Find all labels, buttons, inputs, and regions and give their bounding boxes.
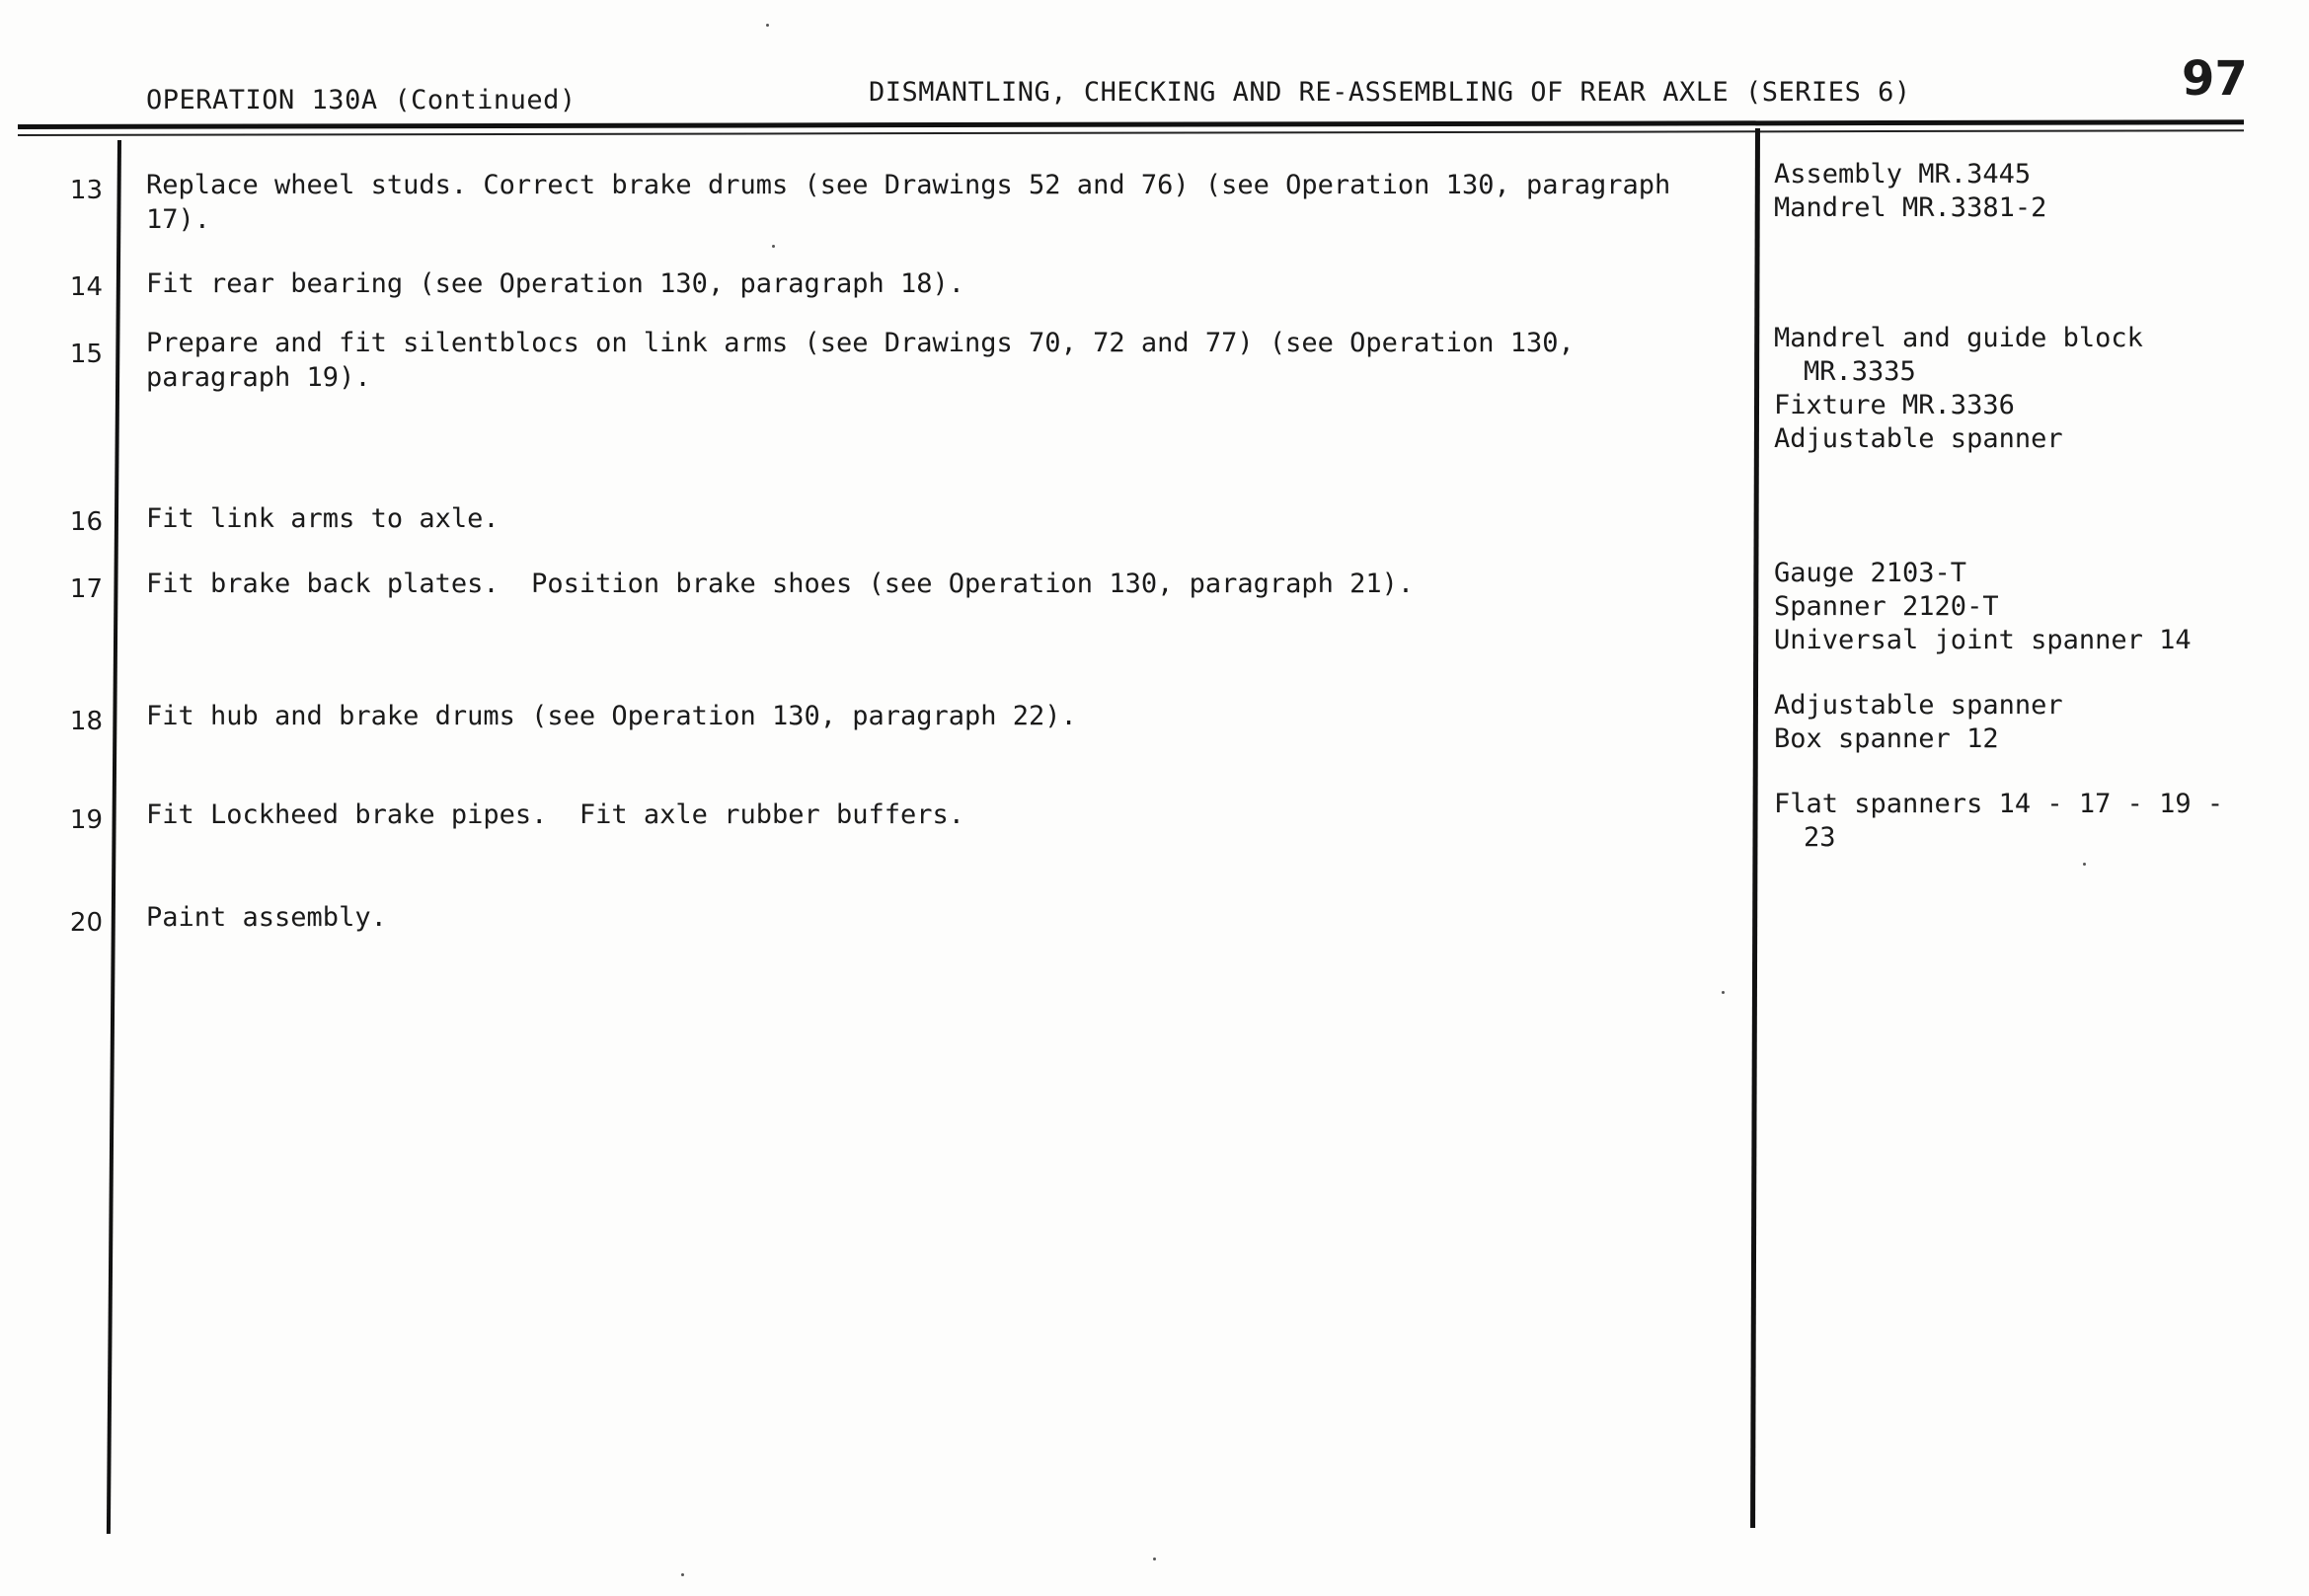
header-rule-thick xyxy=(18,119,2244,129)
tool-item: Fixture MR.3336 xyxy=(1774,390,2015,420)
section-title: DISMANTLING, CHECKING AND RE-ASSEMBLING OF REAR AXLE (SERIES 6) xyxy=(869,77,1911,108)
tool-item: 23 xyxy=(1804,822,1836,853)
step-tools xyxy=(1774,557,2287,657)
step-description: Fit Lockheed brake pipes. Fit axle rubber buffers. xyxy=(146,799,965,830)
tool-item: Flat spanners 14 - 17 - 19 - xyxy=(1774,789,2224,819)
scan-speck xyxy=(772,245,775,248)
step-description: Fit brake back plates. Position brake shoes (see Operation 130, paragraph 21). xyxy=(146,569,1415,599)
scan-speck xyxy=(2083,863,2086,866)
scan-speck xyxy=(766,24,769,27)
step-number: 19 xyxy=(69,805,103,835)
step-number: 16 xyxy=(69,507,103,537)
tool-item: MR.3335 xyxy=(1804,356,1916,387)
page-number: 97 xyxy=(2182,51,2248,107)
step-description: Prepare and fit silentblocs on link arms (see Drawings 70, 72 and 77) (see Operation 130, paragraph 19). xyxy=(146,328,1575,393)
step-tools xyxy=(1774,158,2287,225)
tool-item: Adjustable spanner xyxy=(1774,690,2063,721)
step-description: Paint assembly. xyxy=(146,902,387,933)
step-number: 20 xyxy=(69,908,103,938)
scan-speck xyxy=(681,1573,684,1576)
tool-item: Box spanner 12 xyxy=(1774,723,1999,754)
step-number: 13 xyxy=(69,176,103,205)
step-number: 14 xyxy=(69,272,103,302)
tool-item: Adjustable spanner xyxy=(1774,423,2063,454)
tool-item: Mandrel MR.3381-2 xyxy=(1774,192,2047,223)
tool-item: Mandrel and guide block xyxy=(1774,323,2143,353)
tool-item: Universal joint spanner 14 xyxy=(1774,625,2192,655)
scan-speck xyxy=(1722,991,1725,994)
tool-item: Spanner 2120-T xyxy=(1774,591,1999,622)
tools-column-divider xyxy=(1750,128,1760,1528)
header-rule-thin xyxy=(18,129,2244,136)
step-tools xyxy=(1774,788,2287,855)
step-description: Replace wheel studs. Correct brake drums (see Drawings 52 and 76) (see Operation 130, paragraph 17). xyxy=(146,170,1671,235)
step-description: Fit link arms to axle. xyxy=(146,503,500,534)
step-number: 15 xyxy=(69,340,103,369)
step-number: 17 xyxy=(69,574,103,604)
scan-speck xyxy=(1153,1558,1156,1560)
step-description: Fit hub and brake drums (see Operation 130, paragraph 22). xyxy=(146,701,1077,731)
tool-item: Gauge 2103-T xyxy=(1774,558,1967,588)
step-number: 18 xyxy=(69,707,103,736)
step-tools xyxy=(1774,322,2287,456)
step-tools xyxy=(1774,689,2287,756)
tool-item: Assembly MR.3445 xyxy=(1774,159,2032,190)
step-description: Fit rear bearing (see Operation 130, paragraph 18). xyxy=(146,268,965,299)
operation-header: OPERATION 130A (Continued) xyxy=(146,85,577,115)
number-column-divider xyxy=(107,140,121,1534)
